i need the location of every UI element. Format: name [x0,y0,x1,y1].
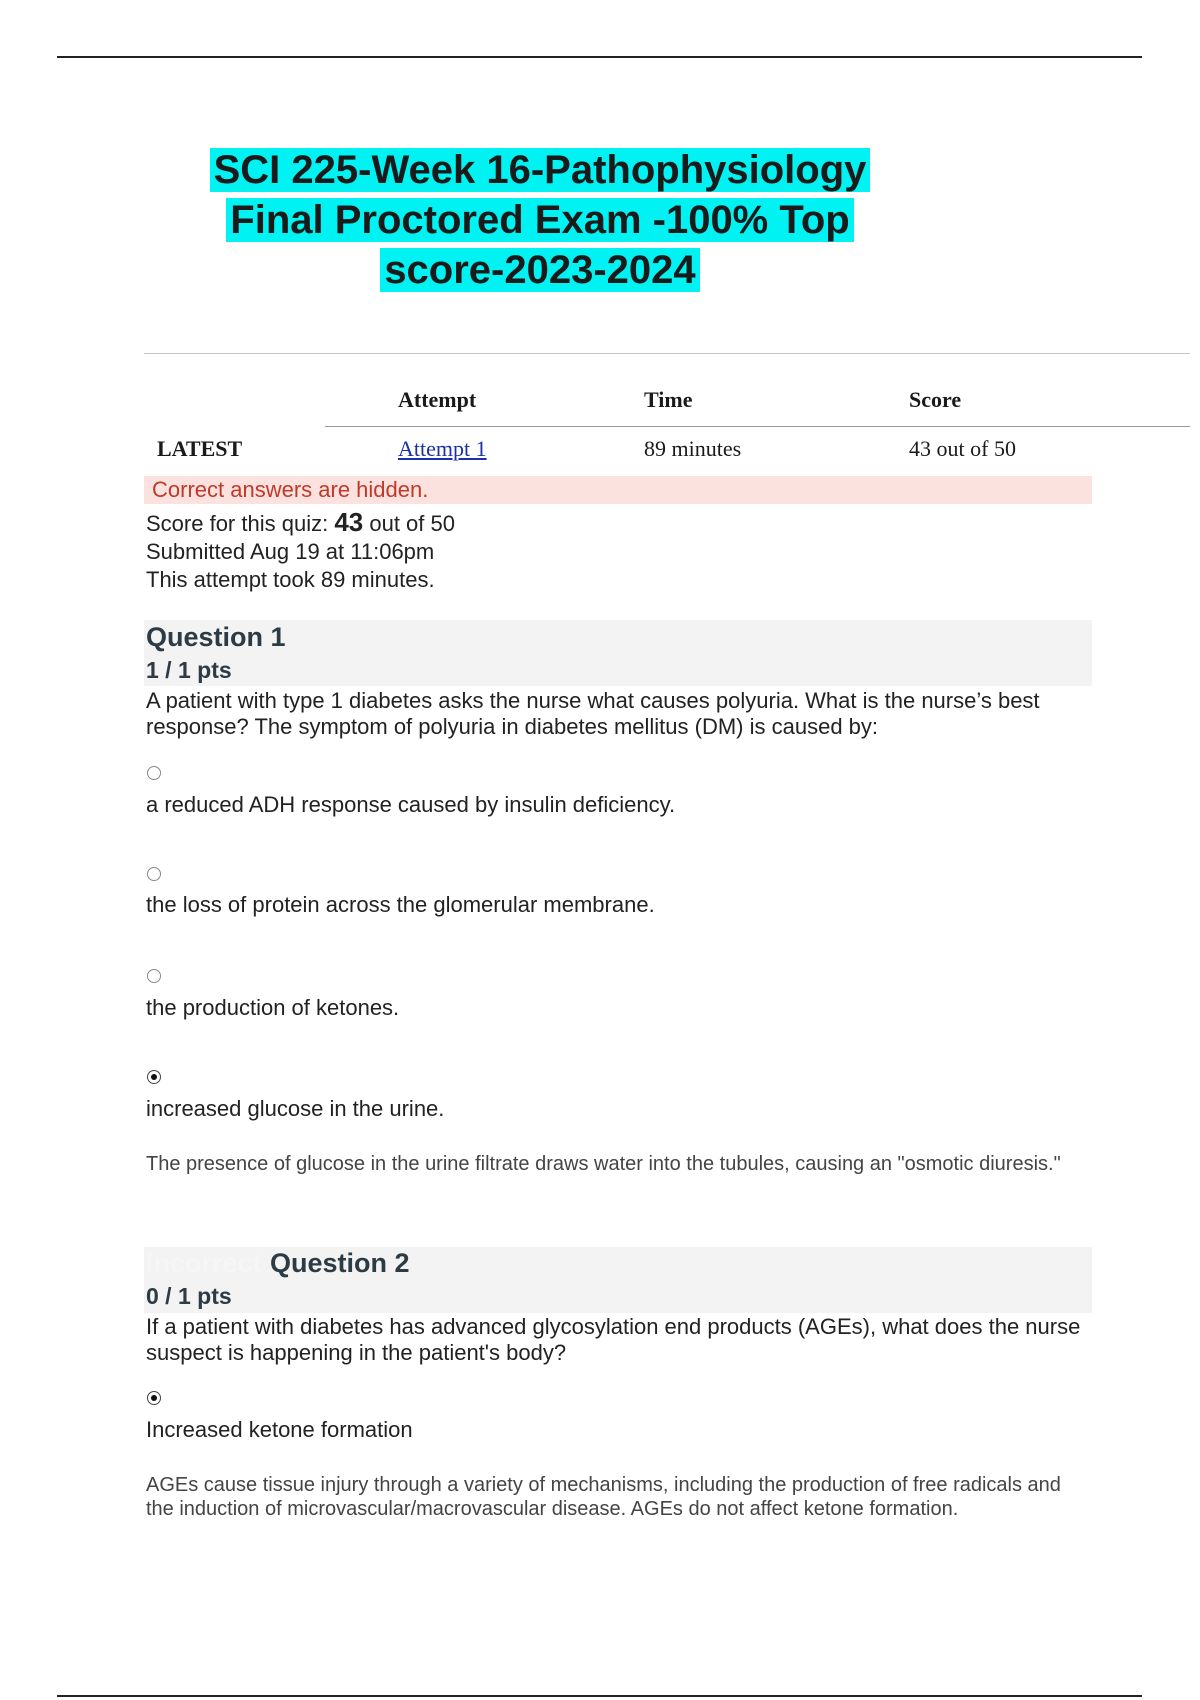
question-1-option-4-radio[interactable] [147,1070,161,1084]
question-2-points: 0 / 1 pts [146,1283,232,1309]
attempt-score: 43 out of 50 [909,436,1016,461]
quiz-score: Score for this quiz: 43 out of 50 [146,507,455,537]
document-title: SCI 225-Week 16-Pathophysiology Final Proctored Exam -100% Top score-2023-2024 [130,145,950,295]
table-header-rule [325,426,1190,427]
question-1-option-2-radio[interactable] [147,867,161,881]
question-2-option-1: Increased ketone formation [146,1417,413,1442]
question-2-feedback: AGEs cause tissue injury through a variety of mechanisms, including the production of free radicals and the induction of microvascular/macrovascular disease. AGEs do not affect ketone formation. [146,1474,1061,1520]
question-1-option-4: increased glucose in the urine. [146,1096,445,1121]
submitted-time: Submitted Aug 19 at 11:06pm [146,539,435,564]
question-1-points: 1 / 1 pts [146,657,232,683]
header-time: Time [644,387,693,412]
attempt-time: 89 minutes [644,436,742,461]
question-1-title: Question 1 [146,622,286,652]
question-1-option-3-radio[interactable] [147,969,161,983]
latest-label: LATEST [157,436,243,461]
table-top-rule [144,353,1190,354]
question-1-option-1-radio[interactable] [147,766,161,780]
question-1-feedback: The presence of glucose in the urine filtrate draws water into the tubules, causing an "osmotic diuresis." [146,1153,1061,1175]
question-1-option-1: a reduced ADH response caused by insulin deficiency. [146,792,676,817]
header-score: Score [909,387,962,412]
question-1-option-3: the production of ketones. [146,995,400,1020]
question-2-status: Incorrect [146,1248,262,1278]
question-1-option-2: the loss of protein across the glomerular membrane. [146,892,655,917]
hidden-answers-notice: Correct answers are hidden. [144,476,1092,504]
question-2-title: Question 2 [270,1248,410,1278]
bottom-rule [57,1695,1142,1697]
question-2-text: If a patient with diabetes has advanced glycosylation end products (AGEs), what does the nurse suspect is happening in the patient's body? [146,1314,1081,1365]
header-attempt: Attempt [398,387,477,412]
question-2-option-1-radio[interactable] [147,1391,161,1405]
top-rule [57,56,1142,58]
attempt-link[interactable]: Attempt 1 [398,436,487,461]
attempt-duration: This attempt took 89 minutes. [146,567,435,592]
question-1-text: A patient with type 1 diabetes asks the nurse what causes polyuria. What is the nurse’s best response? The symptom of polyuria in diabetes mellitus (DM) is caused by: [146,688,1040,739]
question-1-header [144,620,1092,686]
